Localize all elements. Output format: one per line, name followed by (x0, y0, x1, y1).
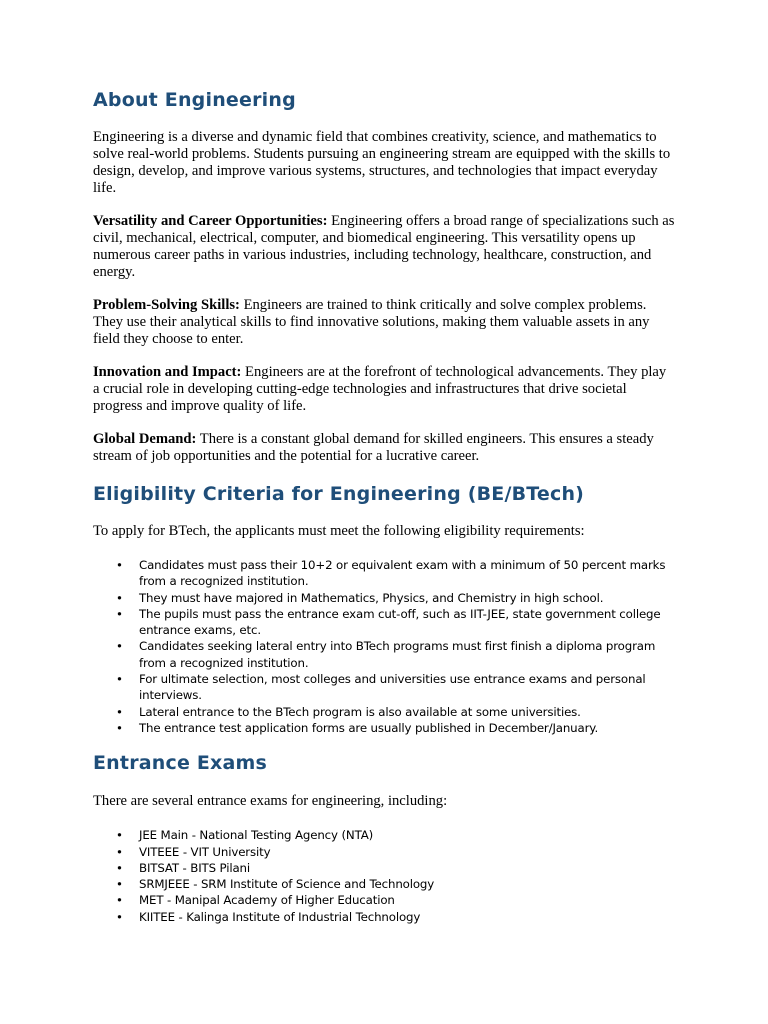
list-item: • VITEEE - VIT University (139, 844, 676, 860)
point-versatility-title: Versatility and Career Opportunities: (93, 213, 328, 229)
point-innovation-title: Innovation and Impact: (93, 364, 242, 380)
exams-intro-paragraph: There are several entrance exams for engineering, including: (93, 793, 448, 810)
list-item: • JEE Main - National Testing Agency (NTA) (139, 827, 676, 843)
eligibility-list (93, 557, 676, 736)
point-versatility-text: Engineering offers a broad range of specializations such as civil, mechanical, electrical, computer, and biomedical engineering. This versatility opens up numerous career paths in various industries, including technology, healthcare, construction, and energy. (93, 213, 675, 280)
list-item: • BITSAT - BITS Pilani (139, 860, 676, 876)
list-item: • SRMJEEE - SRM Institute of Science and Technology (139, 876, 676, 892)
heading-about-engineering: About Engineering (93, 89, 296, 111)
list-item: • They must have majored in Mathematics, Physics, and Chemistry in high school. (139, 590, 676, 606)
list-item: • Candidates must pass their 10+2 or equivalent exam with a minimum of 50 percent marks from a recognized institution. (139, 557, 676, 590)
list-item: • MET - Manipal Academy of Higher Education (139, 892, 676, 908)
list-item: • The entrance test application forms are usually published in December/January. (139, 720, 676, 736)
point-global-demand-title: Global Demand: (93, 431, 197, 447)
list-item: • KIITEE - Kalinga Institute of Industrial Technology (139, 909, 676, 925)
point-problem-solving (93, 297, 676, 348)
about-intro-paragraph: Engineering is a diverse and dynamic field that combines creativity, science, and mathematics to solve real-world problems. Students pursuing an engineering stream are equipped with the skills to design, develop, and improve various systems, structures, and technologies that impact everyday life. (93, 129, 671, 196)
heading-entrance-exams: Entrance Exams (93, 752, 268, 775)
list-item: • Lateral entrance to the BTech program is also available at some universities. (139, 704, 676, 720)
exams-list (93, 827, 676, 925)
point-versatility (93, 213, 676, 281)
point-global-demand-text: There is a constant global demand for skilled engineers. This ensures a steady stream of job opportunities and the potential for a lucrative career. (93, 431, 654, 464)
heading-eligibility-criteria: Eligibility Criteria for Engineering (BE/BTech) (93, 483, 585, 505)
eligibility-intro-paragraph: To apply for BTech, the applicants must meet the following eligibility requirements: (93, 523, 585, 539)
list-item: • The pupils must pass the entrance exam cut-off, such as IIT-JEE, state government college entrance exams, etc. (139, 606, 676, 639)
point-innovation (93, 364, 676, 415)
point-problem-solving-text: Engineers are trained to think critically and solve complex problems. They use their analytical skills to find innovative solutions, making them valuable assets in any field they choose to enter. (93, 297, 650, 347)
point-problem-solving-title: Problem-Solving Skills: (93, 297, 240, 313)
point-global-demand (93, 431, 676, 465)
list-item: • Candidates seeking lateral entry into BTech programs must first finish a diploma program from a recognized institution. (139, 638, 676, 671)
list-item: • For ultimate selection, most colleges and universities use entrance exams and personal interviews. (139, 671, 676, 704)
point-innovation-text: Engineers are at the forefront of technological advancements. They play a crucial role in developing cutting-edge technologies and infrastructures that drive societal progress and improve quality of life. (93, 364, 667, 414)
